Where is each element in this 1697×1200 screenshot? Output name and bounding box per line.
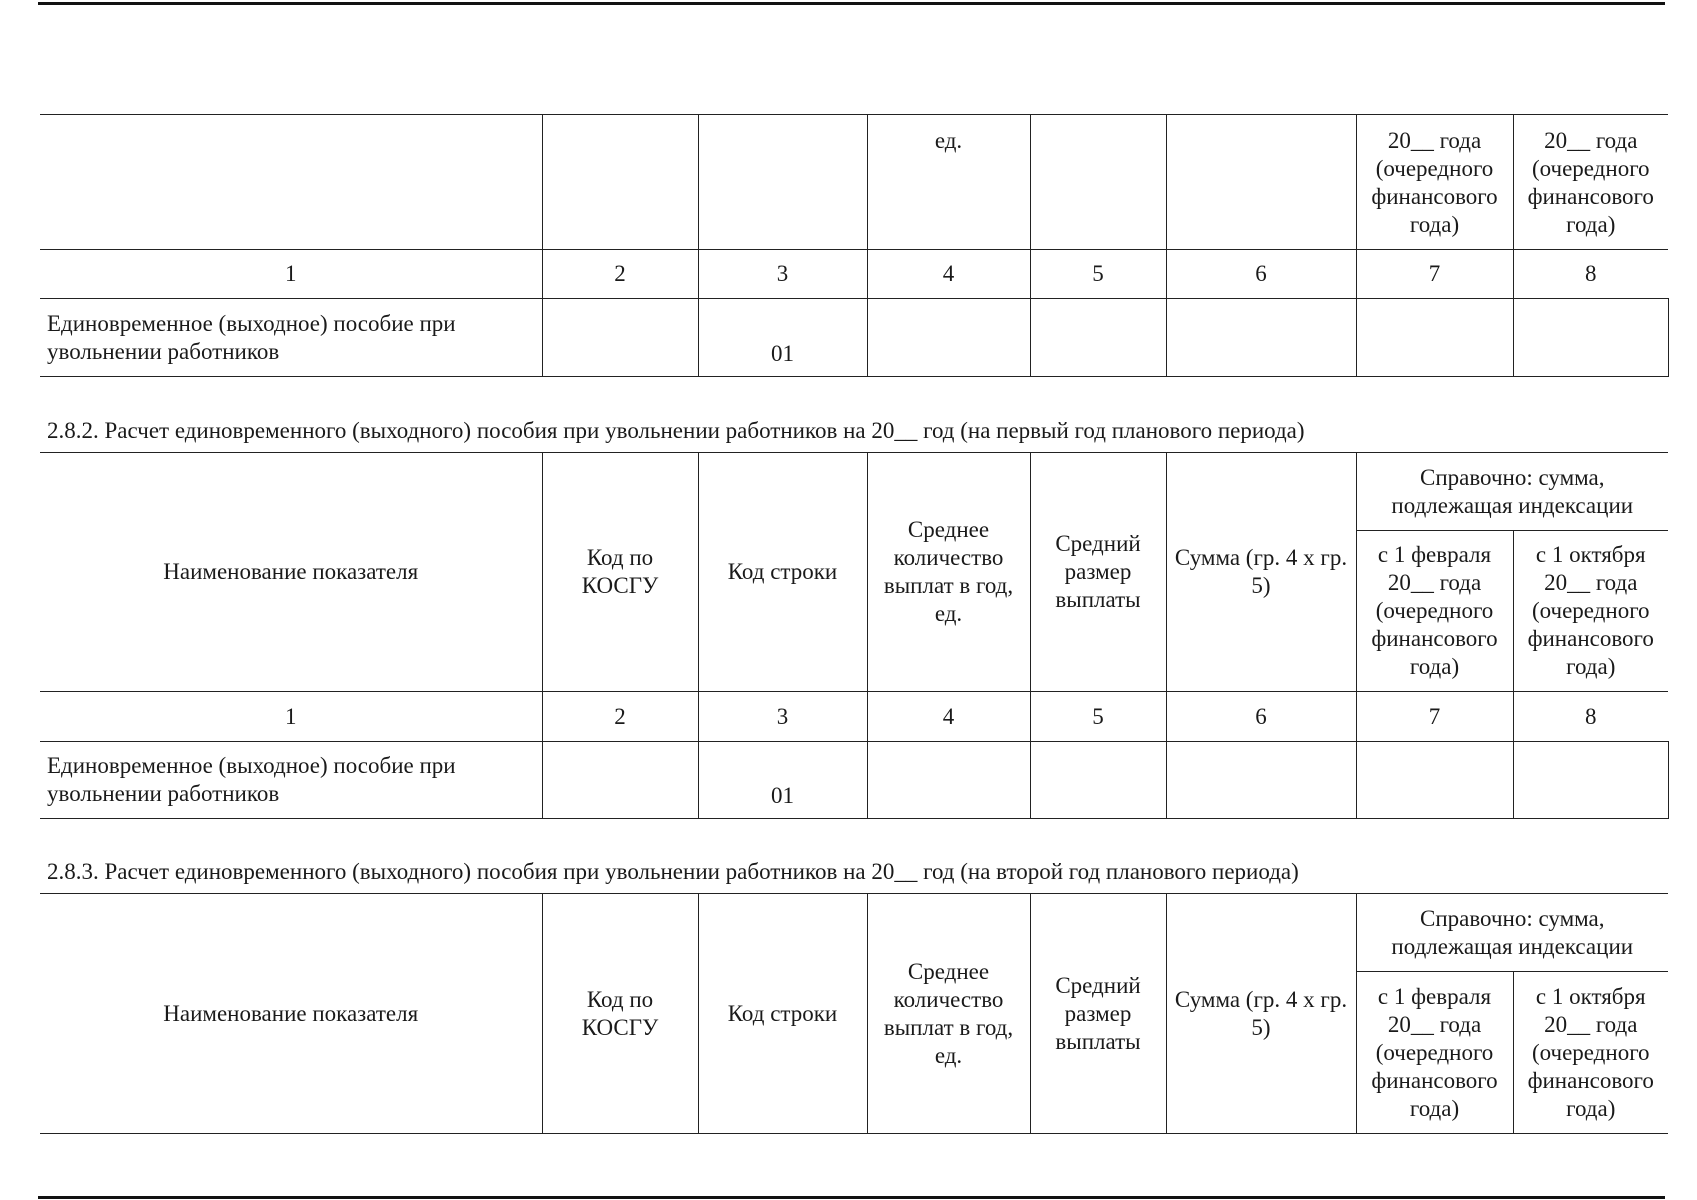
header-cell-empty [1166,115,1356,250]
header-reference-group: Справочно: сумма, подлежащая индексации [1356,894,1668,972]
column-number: 1 [40,692,542,742]
header-cell-empty [40,115,542,250]
header-cell-feb-tail [1356,115,1513,250]
column-number: 2 [542,250,698,299]
header-line: количество [893,545,1004,570]
header-line: 20__ года [1544,128,1638,153]
header-line: (очередного [1375,156,1494,181]
header-line: (очередного [1531,156,1650,181]
header-cell-empty [698,115,867,250]
header-avg-count [867,894,1030,1134]
header-sum: Сумма (гр. 4 х гр. 5) [1166,894,1356,1134]
value-cell[interactable] [1513,299,1668,377]
value-cell[interactable] [1513,742,1668,819]
kosgu-cell[interactable] [542,742,698,819]
section-caption-2-8-3: 2.8.3. Расчет единовременного (выходного) пособия при увольнении работников на 20__ год (на второй год планового периода) [47,859,1299,884]
header-line: года) [1566,212,1616,237]
column-number: 3 [698,250,867,299]
header-avg-count [867,453,1030,692]
column-number: 8 [1513,250,1668,299]
header-row-code: Код строки [698,894,867,1134]
row-name: Единовременное (выходное) пособие при увольнении работников [40,299,542,377]
table-2-8-1-continuation [40,114,1669,377]
column-number: 6 [1166,692,1356,742]
row-name: Единовременное (выходное) пособие при увольнении работников [40,742,542,819]
header-line: 20__ года [1387,128,1482,153]
header-cell-avg-count-tail: ед. [867,115,1030,250]
top-rule [38,2,1665,5]
column-number: 1 [40,250,542,299]
column-number: 2 [542,692,698,742]
header-kosgu: Код по КОСГУ [542,453,698,692]
value-cell[interactable] [1166,299,1356,377]
header-avg-size: Средний размер выплаты [1030,894,1166,1134]
value-cell[interactable] [1166,742,1356,819]
bottom-rule [38,1196,1665,1199]
column-number: 6 [1166,250,1356,299]
value-cell[interactable] [1030,742,1166,819]
header-line: ед. [934,601,963,626]
header-name: Наименование показателя [40,894,542,1134]
header-feb: с 1 февраля 20__ года (очередного финансового года) [1356,531,1513,692]
table-2-8-2 [40,452,1669,819]
column-number: 7 [1356,250,1513,299]
header-line: Среднее [907,958,990,984]
header-feb: с 1 февраля 20__ года (очередного финансового года) [1356,972,1513,1134]
header-reference-group: Справочно: сумма, подлежащая индексации [1356,453,1668,531]
column-number: 5 [1030,250,1166,299]
table-2-8-3 [40,893,1668,1134]
header-line: количество [893,986,1004,1012]
column-number: 4 [867,692,1030,742]
header-oct: с 1 октября 20__ года (очередного финансового года) [1513,531,1668,692]
value-cell[interactable] [1356,742,1513,819]
kosgu-cell[interactable] [542,299,698,377]
header-kosgu: Код по КОСГУ [542,894,698,1134]
column-number: 3 [698,692,867,742]
header-line: финансового [1527,184,1654,209]
header-line: выплат в год, [883,1014,1014,1040]
value-cell[interactable] [1030,299,1166,377]
header-cell-oct-tail [1513,115,1668,250]
column-number: 7 [1356,692,1513,742]
header-line: финансового [1371,184,1498,209]
header-avg-size: Средний размер выплаты [1030,453,1166,692]
row-code: 01 [698,742,867,819]
header-line: выплат в год, [883,573,1014,598]
column-number: 5 [1030,692,1166,742]
header-line: Среднее [907,517,990,542]
header-cell-empty [542,115,698,250]
header-line: ед. [934,1042,963,1068]
header-cell-empty [1030,115,1166,250]
header-row-code: Код строки [698,453,867,692]
value-cell[interactable] [1356,299,1513,377]
section-caption-2-8-2: 2.8.2. Расчет единовременного (выходного) пособия при увольнении работников на 20__ год (на первый год планового периода) [47,418,1305,443]
column-number: 4 [867,250,1030,299]
header-oct: с 1 октября 20__ года (очередного финансового года) [1513,972,1668,1134]
header-line: года) [1409,212,1460,237]
value-cell[interactable] [867,299,1030,377]
column-number: 8 [1513,692,1668,742]
row-code: 01 [698,299,867,377]
header-sum: Сумма (гр. 4 х гр. 5) [1166,453,1356,692]
value-cell[interactable] [867,742,1030,819]
header-name: Наименование показателя [40,453,542,692]
